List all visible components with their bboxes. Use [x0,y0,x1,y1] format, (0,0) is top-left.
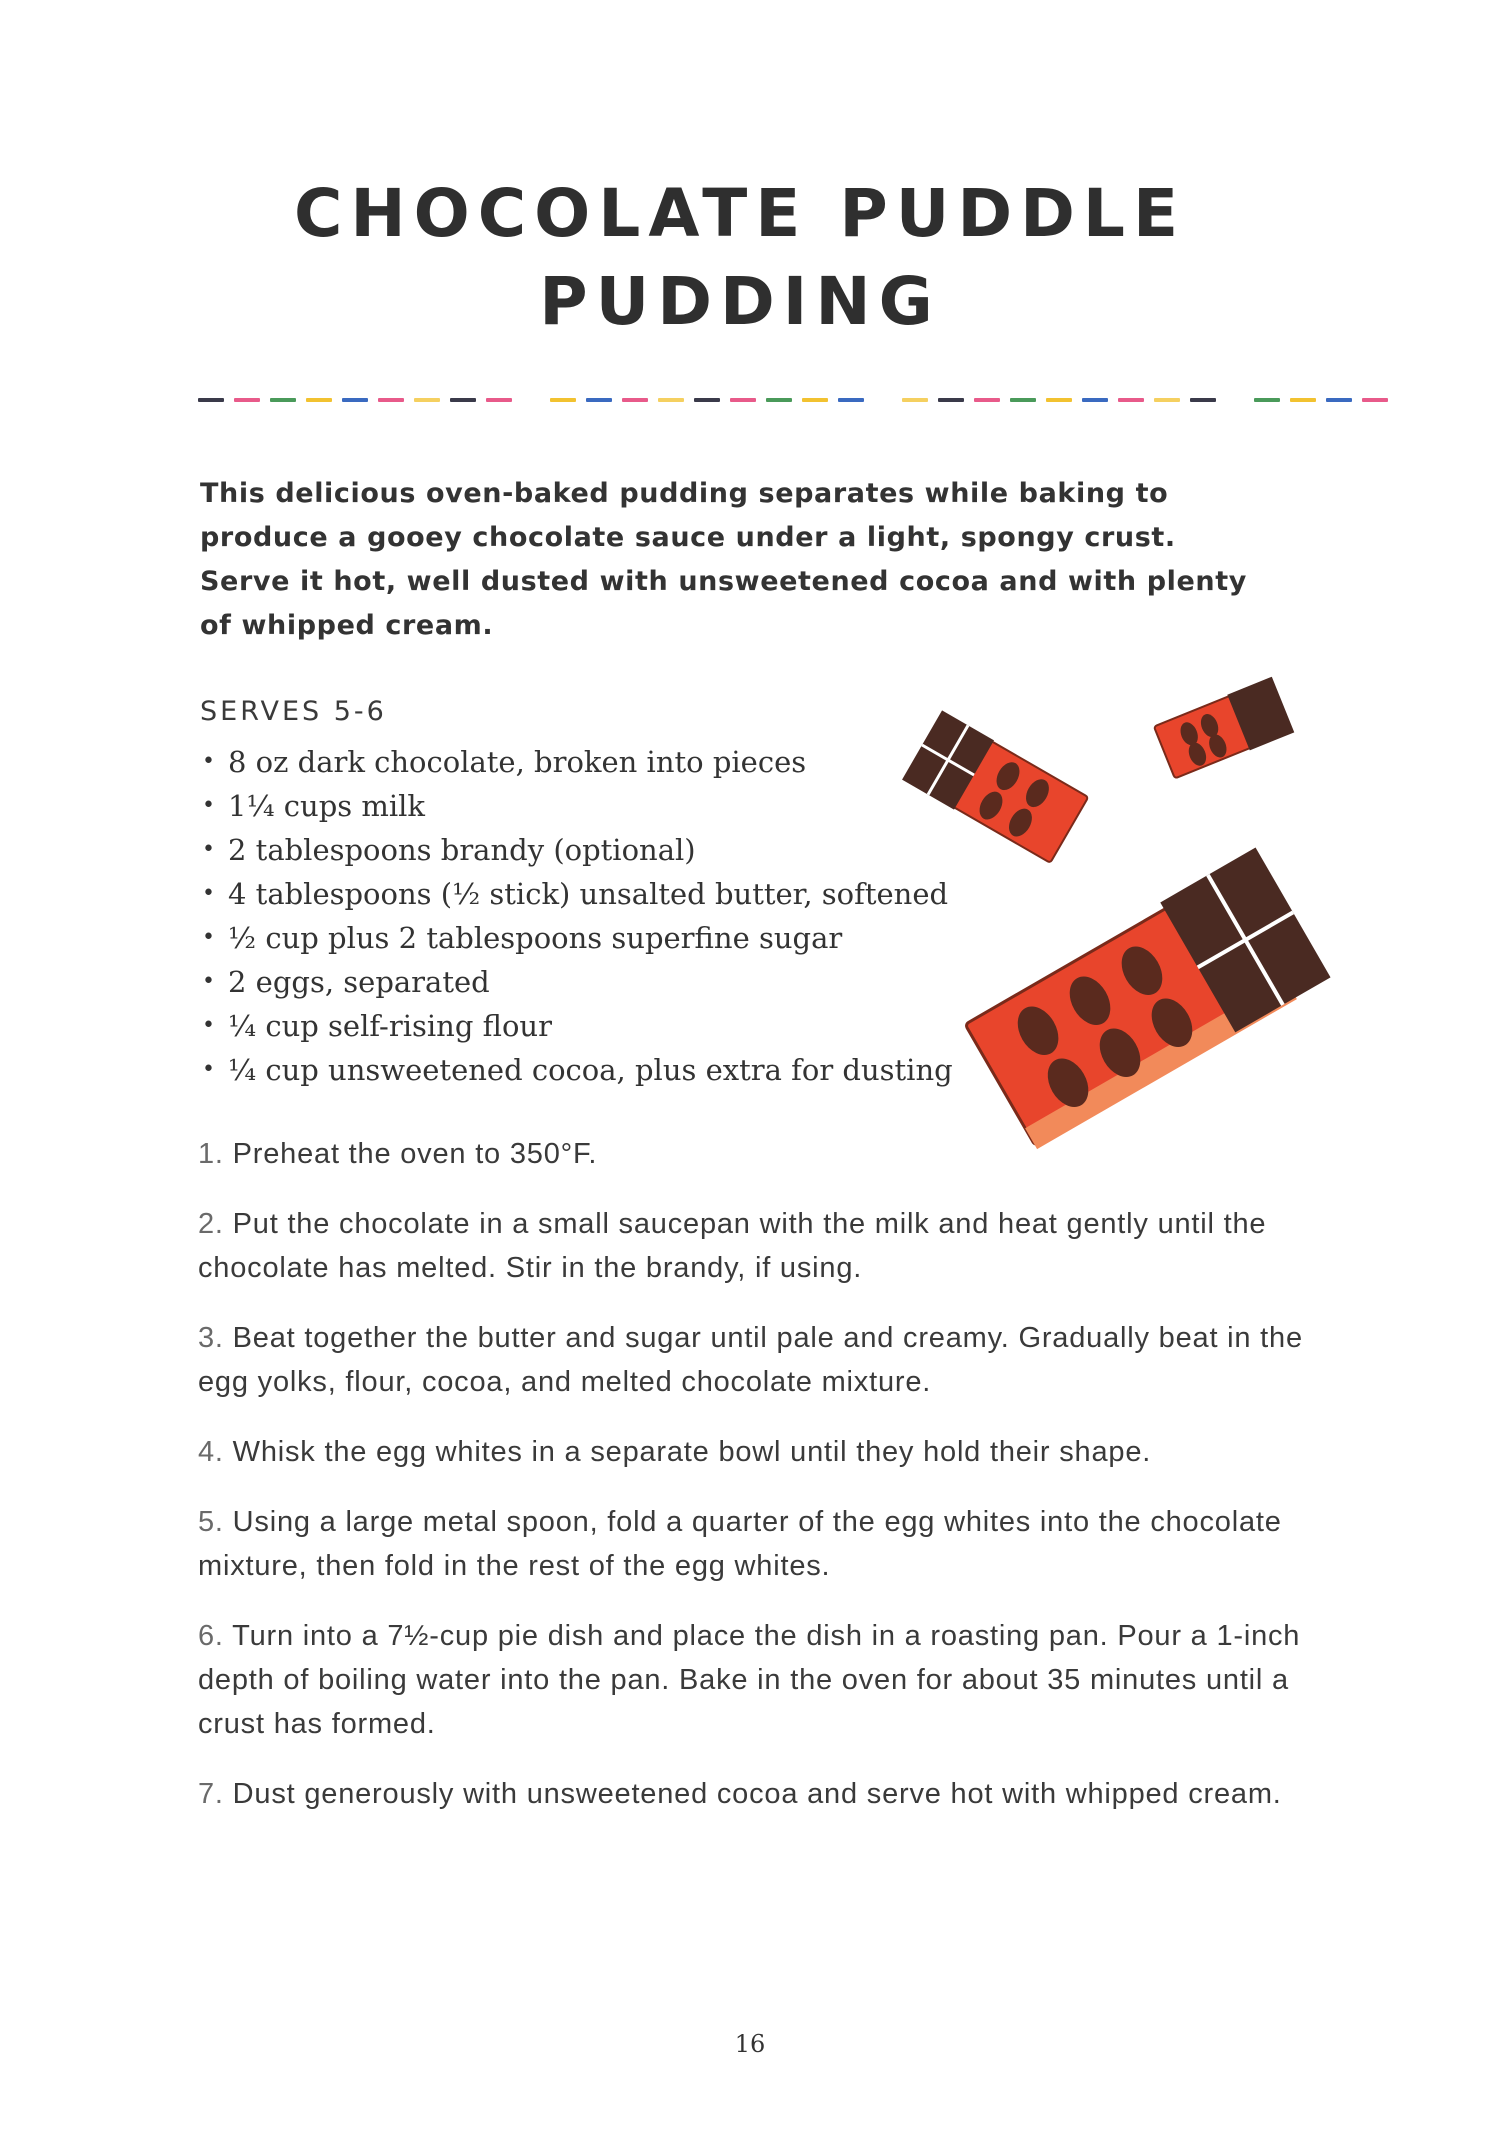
divider-dash [414,398,440,402]
divider-dash [622,398,648,402]
ingredient-list [200,740,953,1092]
step-number: 6. [198,1620,224,1652]
ingredient-item: • 2 eggs, separated [200,960,900,1004]
divider-dash [1254,398,1280,402]
divider-dash [974,398,1000,402]
divider-dash [450,398,476,402]
ingredient-item: • 1¼ cups milk [200,784,900,828]
divider-dash [694,398,720,402]
divider-dash [586,398,612,402]
divider-dash [838,398,864,402]
method-step [198,1500,1328,1588]
divider-dash [766,398,792,402]
ingredient-item: • ¼ cup unsweetened cocoa, plus extra for dusting [200,1048,900,1092]
divider-dash [1362,398,1388,402]
divider-dash [938,398,964,402]
divider-dash [658,398,684,402]
chocolate-bar-medium-icon [902,710,1089,864]
step-text: Using a large metal spoon, fold a quarter of the egg whites into the chocolate mixture, then fold in the rest of the egg whites. [198,1506,1282,1582]
divider-dash [486,398,512,402]
method-step [198,1202,1328,1290]
step-number: 2. [198,1208,224,1240]
chocolate-bar-large-icon [961,847,1331,1149]
recipe-title: CHOCOLATE PUDDLE PUDDING [293,175,1187,340]
step-text: Turn into a 7½-cup pie dish and place the dish in a roasting pan. Pour a 1-inch depth of boiling water into the pan. Bake in the oven for about 35 minutes until a crust has formed. [198,1620,1301,1740]
step-text: Beat together the butter and sugar until pale and creamy. Gradually beat in the egg yolks, flour, cocoa, and melted chocolate mixture. [198,1322,1303,1398]
page-number: 16 [734,2030,766,2058]
step-number: 5. [198,1506,224,1538]
divider-dash [902,398,928,402]
step-text: Dust generously with unsweetened cocoa and serve hot with whipped cream. [232,1778,1282,1810]
divider-dash [198,398,224,402]
step-text: Put the chocolate in a small saucepan with the milk and heat gently until the chocolate has melted. Stir in the brandy, if using. [198,1208,1267,1284]
method-steps [198,1132,1328,1842]
method-step [198,1132,1328,1176]
divider-dash [1010,398,1036,402]
method-step [198,1614,1328,1746]
method-step [198,1316,1328,1404]
divider-dash [550,398,576,402]
step-number: 7. [198,1778,224,1810]
step-number: 4. [198,1436,224,1468]
ingredient-item: • 4 tablespoons (½ stick) unsalted butter, softened [200,872,900,916]
method-step [198,1430,1328,1474]
divider-dash [1118,398,1144,402]
chocolate-bar-small-icon [1153,677,1294,781]
recipe-intro: This delicious oven-baked pudding separates while baking to produce a gooey chocolate sauce under a light, spongy crust. Serve it hot, well dusted with unsweetened cocoa and with plenty of whipped cream. [200,478,1247,641]
method-step [198,1772,1328,1816]
step-number: 1. [198,1138,224,1170]
ingredient-item: • ½ cup plus 2 tablespoons superfine sugar [200,916,900,960]
step-text: Whisk the egg whites in a separate bowl until they hold their shape. [232,1436,1152,1468]
divider-dash [234,398,260,402]
chocolate-bars-illustration [890,660,1350,1180]
divider-dash [270,398,296,402]
color-dash-divider [198,398,1378,406]
divider-dash [378,398,404,402]
step-text: Preheat the oven to 350°F. [232,1138,598,1170]
divider-dash [1046,398,1072,402]
divider-dash [1154,398,1180,402]
divider-dash [1082,398,1108,402]
step-number: 3. [198,1322,224,1354]
divider-dash [730,398,756,402]
divider-dash [1190,398,1216,402]
ingredient-item: • 8 oz dark chocolate, broken into pieces [200,740,900,784]
ingredient-item: • 2 tablespoons brandy (optional) [200,828,900,872]
ingredient-item: • ¼ cup self-rising flour [200,1004,900,1048]
divider-dash [342,398,368,402]
divider-dash [306,398,332,402]
divider-dash [802,398,828,402]
divider-dash [1326,398,1352,402]
serves-label: SERVES 5-6 [200,696,387,727]
divider-dash [1290,398,1316,402]
